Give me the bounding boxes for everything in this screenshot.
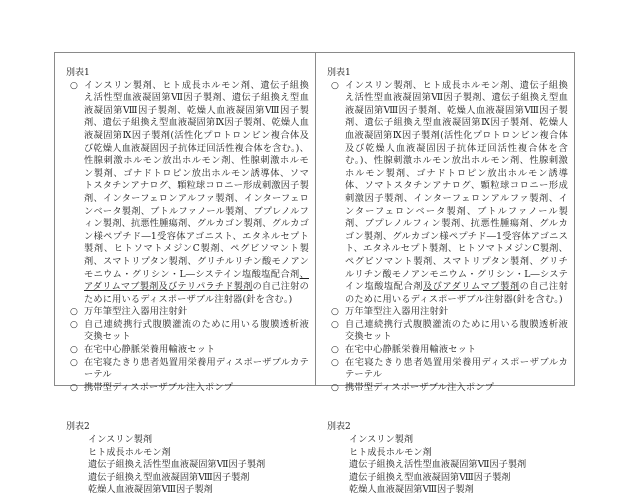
item-text: 在宅中心静脈栄養用輸液セット <box>345 344 477 356</box>
list-item <box>327 306 568 319</box>
circle-bullet-icon: ○ <box>331 80 339 91</box>
table2-item: 遺伝子組換え型血液凝固第Ⅷ因子製剤 <box>349 471 511 483</box>
circle-bullet-icon: ○ <box>70 80 78 91</box>
list-item <box>66 382 309 395</box>
right-column <box>316 53 574 496</box>
circle-bullet-icon: ○ <box>331 382 339 393</box>
amended-text-underlined: 及びアダリムマブ製剤 <box>422 281 520 293</box>
table2-item: インスリン製剤 <box>88 434 153 446</box>
item-text <box>345 80 568 307</box>
table2-title: 別表2 <box>66 422 90 433</box>
comparison-table <box>54 52 575 496</box>
circle-bullet-icon: ○ <box>331 345 339 356</box>
circle-bullet-icon: ○ <box>70 345 78 356</box>
circle-bullet-icon: ○ <box>331 357 339 368</box>
list-item <box>327 357 568 382</box>
table2-item: 遺伝子組換え活性型血液凝固第Ⅶ因子製剤 <box>88 459 266 471</box>
item-text: 万年筆型注入器用注射針 <box>84 306 188 318</box>
list-item <box>66 319 309 344</box>
item-text: 在宅中心静脈栄養用輸液セット <box>84 344 216 356</box>
table2-item: 乾燥人血液凝固第Ⅷ因子製剤 <box>88 484 213 496</box>
table2-title: 別表2 <box>327 422 351 433</box>
table2-list <box>66 434 309 497</box>
item-text: 在宅寝たきり患者処置用栄養用ディスポーザブルカテーテル <box>84 356 309 381</box>
table2-item: 遺伝子組換え活性型血液凝固第Ⅶ因子製剤 <box>349 459 527 471</box>
list-item <box>327 382 568 395</box>
item-text: 在宅寝たきり患者処置用栄養用ディスポーザブルカテーテル <box>345 356 568 381</box>
item-text: 万年筆型注入器用注射針 <box>345 306 449 318</box>
item-text: 携帯型ディスポーザブル注入ポンプ <box>84 381 234 393</box>
left-column <box>55 53 316 496</box>
table2-item: 乾燥人血液凝固第Ⅷ因子製剤 <box>349 484 474 496</box>
item-text <box>84 80 309 307</box>
item-text-before: インスリン製剤、ヒト成長ホルモン剤、遺伝子組換え活性型血液凝固第Ⅶ因子製剤、遺伝子組換え型血液凝固第Ⅷ因子製剤、乾燥人血液凝固第Ⅷ因子製剤、遺伝子組換え型血液凝固第Ⅸ因子製剤、乾燥人血液凝固第Ⅸ因子製剤(活性化プロトロンビン複合体及び乾燥人血液凝固因子抗体迂回活性複合体を含む。)、性腺刺激ホルモン放出ホルモン剤、性腺刺激ホルモン製剤、ゴナドトロピン放出ホルモン誘導体、ソマトスタチンアナログ、顆粒球コロニー形成刺激因子製剤、インターフェロンアルファ製剤、インターフェロンベータ製剤、ブトルファノール製剤、ブプレノルフィン製剤、抗悪性腫瘍剤、グルカゴン製剤、グルカゴン様ペプチド―1受容体アゴニスト、エタネルセプト製剤、ヒトソマトメジンC製剤、ペグビソマント製剤、スマトリプタン製剤、グリチルリチン酸モノアンモニウム・グリシン・L―システイン塩酸塩配合剤 <box>84 79 309 280</box>
table1-title: 別表1 <box>66 68 90 78</box>
item-text: 自己連続携行式腹膜灌流のために用いる腹膜透析液交換セット <box>345 318 568 343</box>
list-item <box>66 306 309 319</box>
list-item <box>327 319 568 344</box>
table2-item: インスリン製剤 <box>349 434 414 446</box>
circle-bullet-icon: ○ <box>70 382 78 393</box>
amended-text-underlined: 、アダリムマブ製剤及びテリパラチド製剤 <box>84 268 309 293</box>
item-text-before: インスリン製剤、ヒト成長ホルモン剤、遺伝子組換え活性型血液凝固第Ⅶ因子製剤、遺伝子組換え型血液凝固第Ⅷ因子製剤、乾燥人血液凝固第Ⅷ因子製剤、遺伝子組換え型血液凝固第Ⅸ因子製剤、乾燥人血液凝固第Ⅸ因子製剤(活性化プロトロンビン複合体及び乾燥人血液凝固因子抗体迂回活性複合体を含む。)、性腺刺激ホルモン放出ホルモン剤、性腺刺激ホルモン製剤、ゴナドトロピン放出ホルモン誘導体、ソマトスタチンアナログ、顆粒球コロニー形成刺激因子製剤、インターフェロンアルファ製剤、インターフェロンベータ製剤、ブトルファノール製剤、ブプレノルフィン製剤、抗悪性腫瘍剤、グルカゴン製剤、グルカゴン様ペプチド―1受容体アゴニスト、エタネルセプト製剤、ヒトソマトメジンC製剤、ペグビソマント製剤、スマトリプタン製剤、グリチルリチン酸モノアンモニウム・グリシン・L―システイン塩酸塩配合剤 <box>345 79 568 293</box>
item-text: 自己連続携行式腹膜灌流のために用いる腹膜透析液交換セット <box>84 318 309 343</box>
list-item <box>66 344 309 357</box>
circle-bullet-icon: ○ <box>331 319 339 330</box>
list-item <box>66 357 309 382</box>
list-item <box>327 80 568 307</box>
table1-title: 別表1 <box>327 68 351 78</box>
table2-item: 遺伝子組換え型血液凝固第Ⅷ因子製剤 <box>88 471 250 483</box>
table2-item: ヒト成長ホルモン剤 <box>349 446 432 458</box>
circle-bullet-icon: ○ <box>70 307 78 318</box>
section-spacer <box>327 394 568 421</box>
circle-bullet-icon: ○ <box>331 307 339 318</box>
list-item <box>327 344 568 357</box>
circle-bullet-icon: ○ <box>70 357 78 368</box>
table2-list <box>327 434 568 497</box>
list-item <box>66 80 309 307</box>
item-text-after: の自己注射のために用いるディスポーザブル注射器(針を含む。) <box>345 281 568 305</box>
item-text-after: の自己注射のために用いるディスポーザブル注射器(針を含む。) <box>84 281 309 305</box>
section-spacer <box>66 394 309 421</box>
table2-item: ヒト成長ホルモン剤 <box>88 446 171 458</box>
item-text: 携帯型ディスポーザブル注入ポンプ <box>345 381 495 393</box>
circle-bullet-icon: ○ <box>70 319 78 330</box>
